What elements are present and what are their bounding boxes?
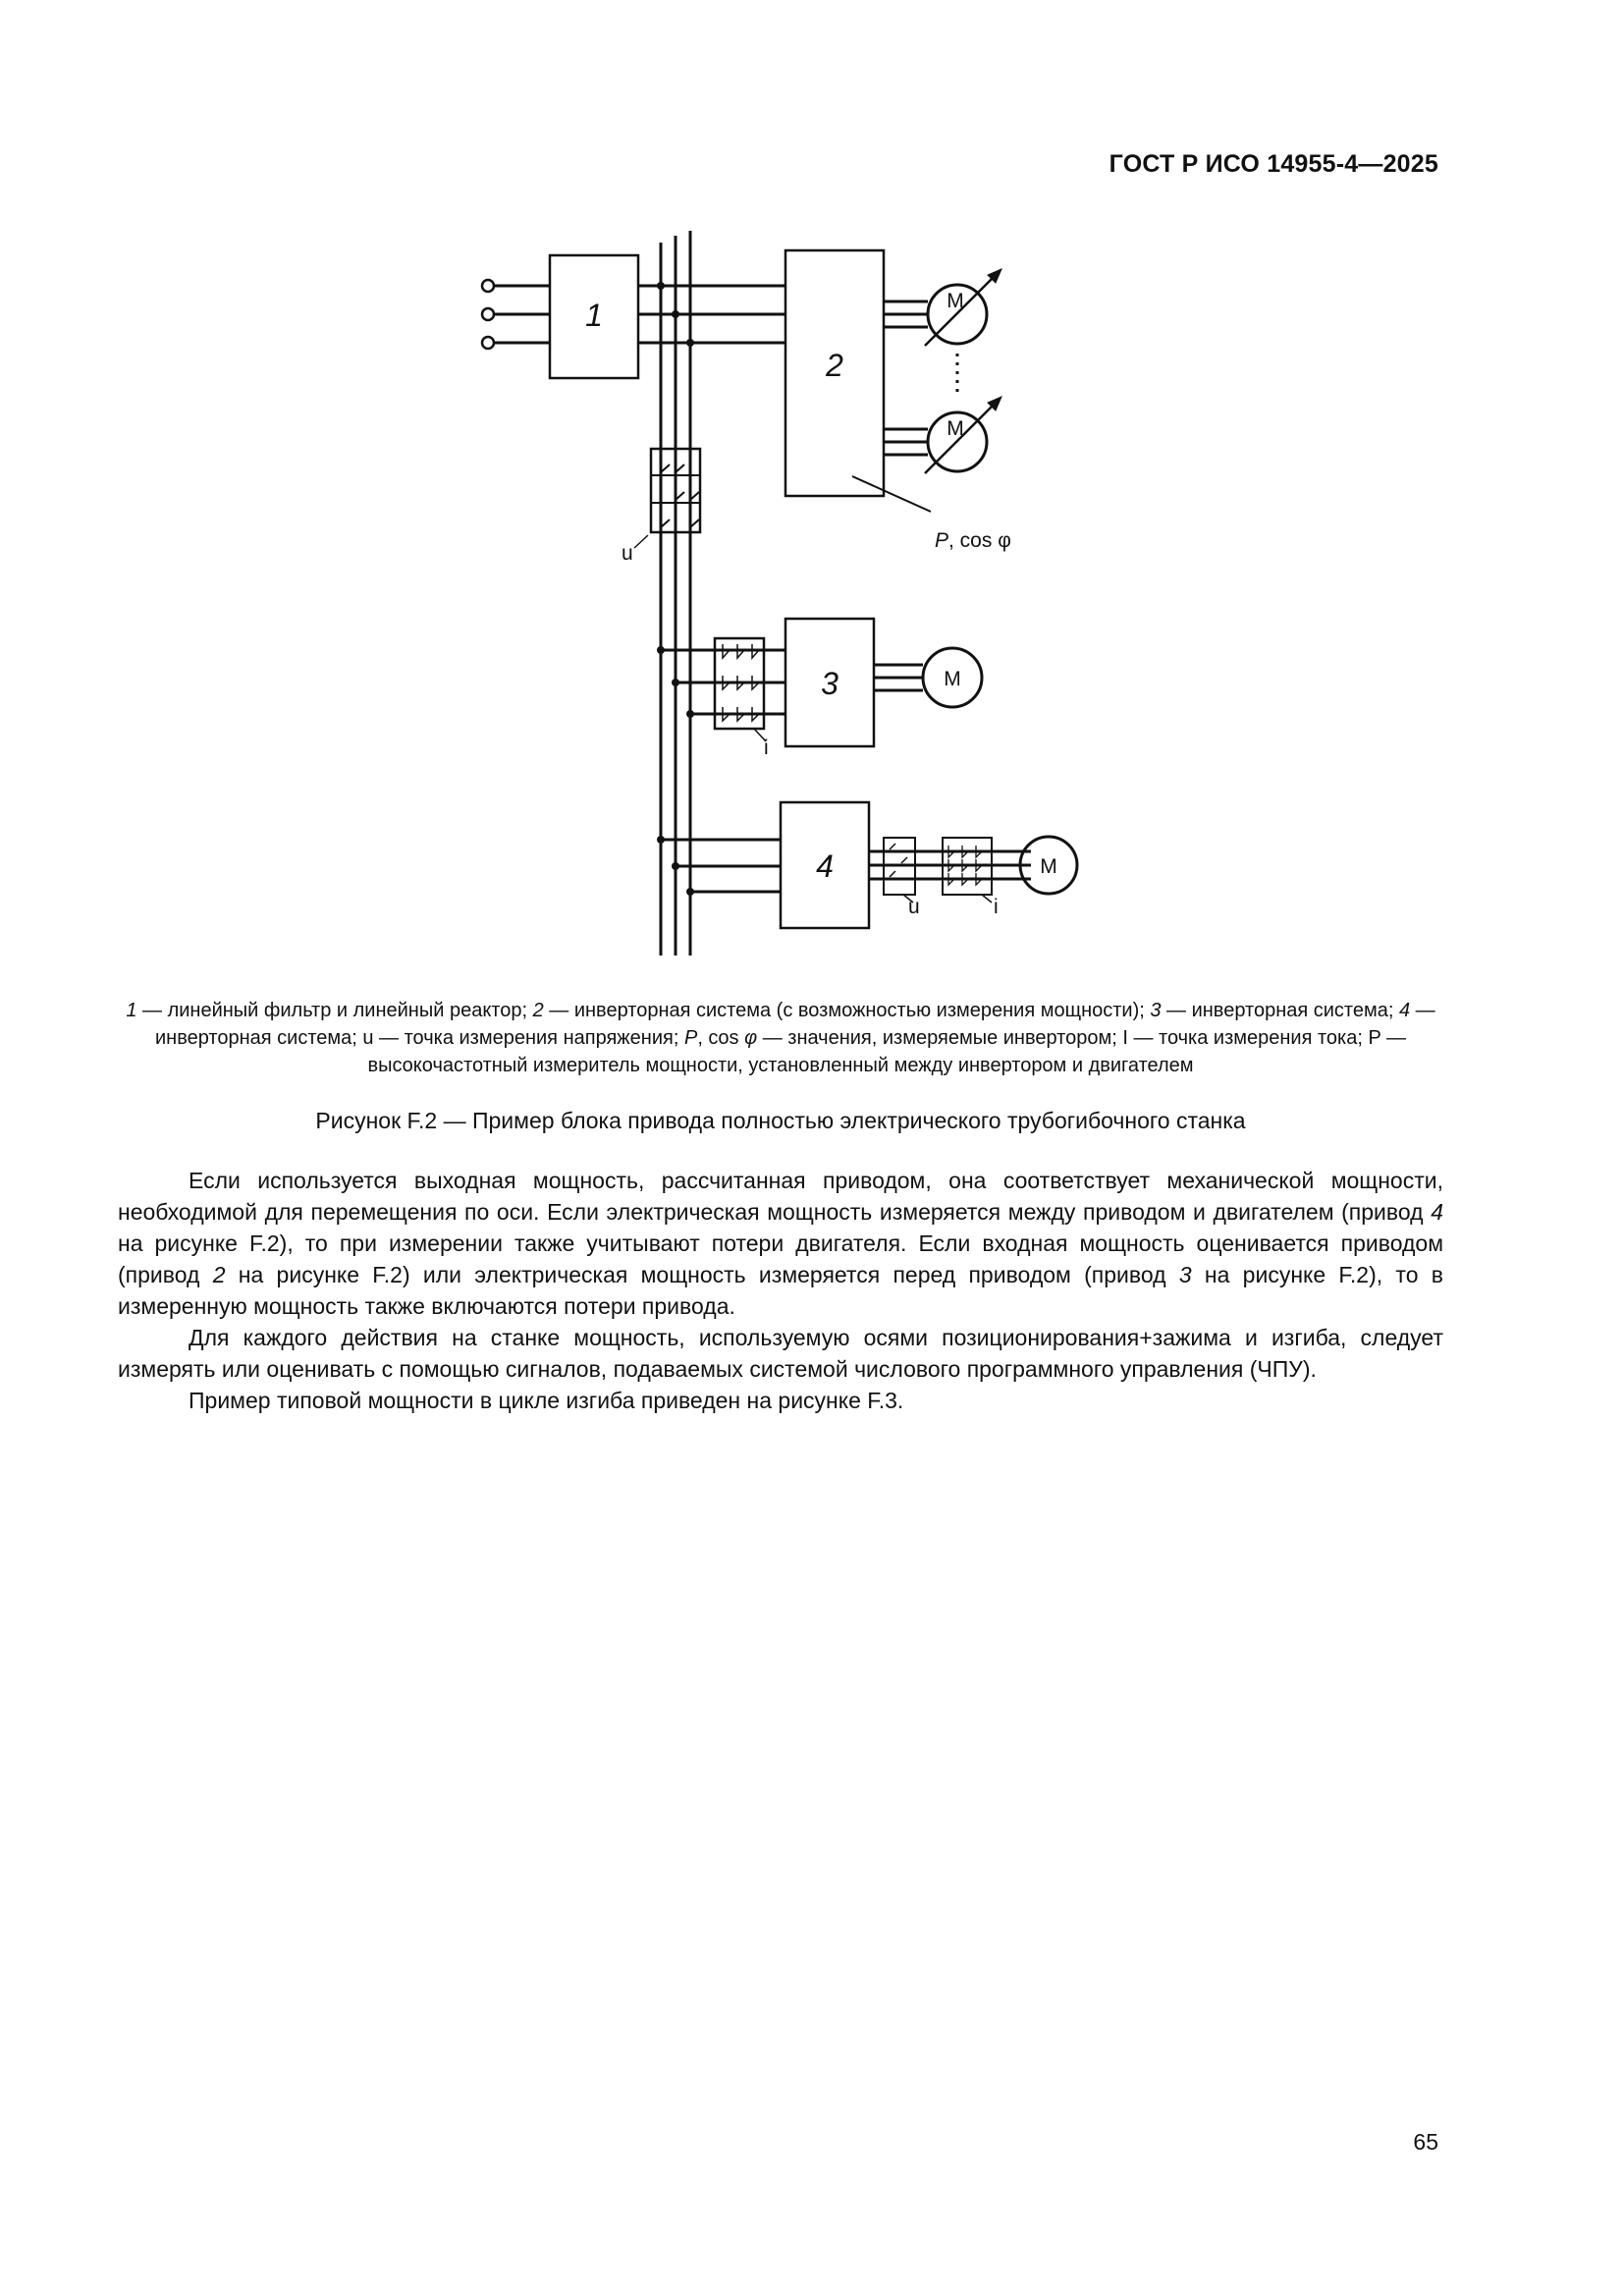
figure-caption: Рисунок F.2 — Пример блока привода полностью электрического трубогибочного станка (315, 1108, 1246, 1133)
block-1-label: 1 (585, 298, 603, 333)
current-point-label-3: i (764, 737, 769, 759)
drive-block-diagram (452, 221, 1100, 962)
motor-2a-label: M (947, 290, 964, 312)
figure-legend: 1 — линейный фильтр и линейный реактор; 2 — инверторная система (с возможностью измерения мощности); 3 — инверторная система; 4 — инверторная система; u — точка измерения напряжения; P, cos φ — значения, измеряемые инвертором; I — точка измерения тока; P — высокочастотный измеритель мощности, установленный между инвертором и двигателем (126, 1000, 1435, 1076)
paragraph-3: Пример типовой мощности в цикле изгиба приведен на рисунке F.3. (189, 1388, 904, 1413)
document-header: ГОСТ Р ИСО 14955-4—2025 (1109, 150, 1438, 178)
page-number: 65 (1413, 2129, 1438, 2155)
power-label: P, cos φ (935, 529, 1011, 552)
body-text (118, 1165, 1443, 1416)
paragraph-1: Если используется выходная мощность, рассчитанная приводом, она соответствует механической мощности, необходимой для перемещения по оси. Если электрическая мощность измеряется между приводом и двигателем (привод 4 на рисунке F.2), то при измерении также учитывают потери двигателя. Если входная мощность оценивается приводом (привод 2 на рисунке F.2) или электрическая мощность измеряется перед приводом (привод 3 на рисунке F.2), то в измеренную мощность также включаются потери привода. (118, 1168, 1443, 1319)
block-4-label: 4 (816, 848, 834, 884)
voltage-point-label-4: u (908, 896, 920, 918)
paragraph-2: Для каждого действия на станке мощность, используемую осями позиционирования+зажима и изгиба, следует измерять или оценивать с помощью сигналов, подаваемых системой числового программного управления (ЧПУ). (118, 1325, 1443, 1382)
block-2-label: 2 (826, 348, 843, 383)
motor-2b-label: M (947, 417, 964, 440)
motor-4-label: M (1040, 855, 1057, 878)
block-3-label: 3 (821, 666, 839, 701)
current-point-label-4: i (994, 896, 999, 918)
voltage-point-label: u (622, 542, 633, 565)
motor-3-label: M (944, 668, 961, 690)
